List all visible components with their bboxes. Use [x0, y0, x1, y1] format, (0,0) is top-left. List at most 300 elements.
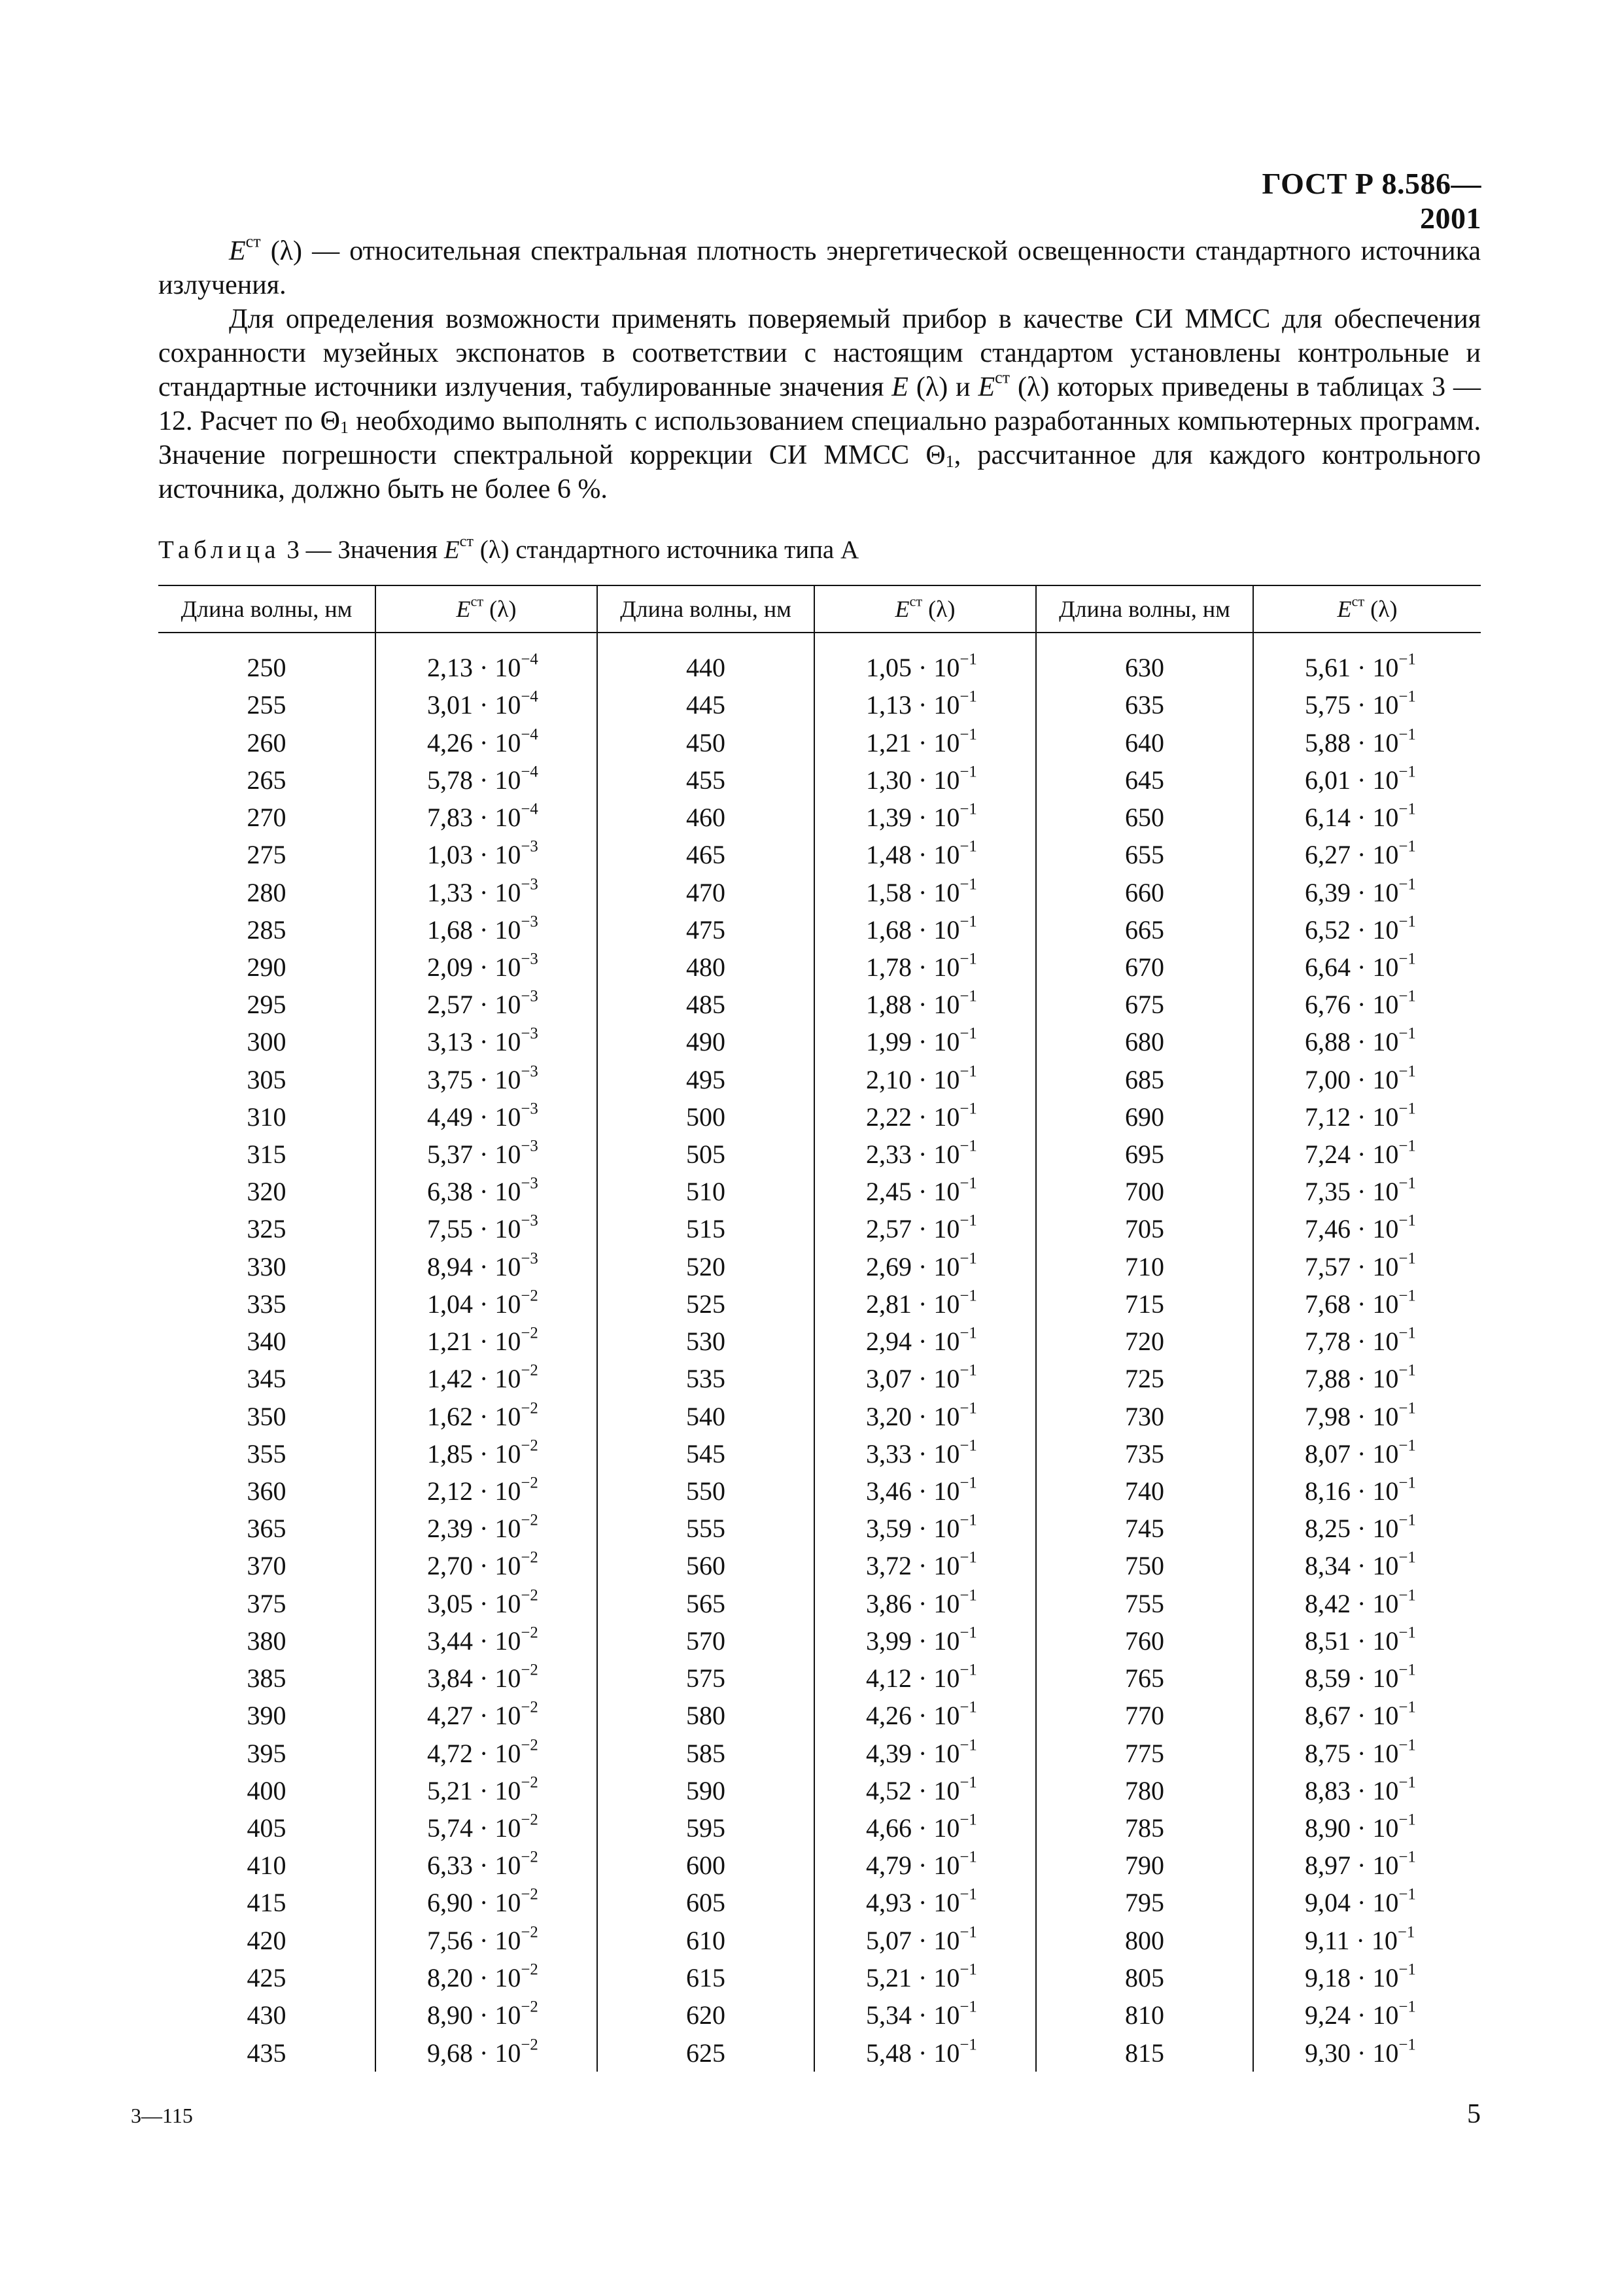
value-mantissa: 9,11 [1305, 1925, 1350, 1955]
main-paragraph [158, 302, 1481, 506]
value-cell [814, 1210, 1036, 1247]
power-exponent: −1 [1398, 1024, 1416, 1043]
power-base: 10 [1372, 952, 1399, 982]
wavelength-cell: 490 [597, 1023, 814, 1060]
table-row [158, 1547, 1481, 1584]
value-mantissa: 5,07 [866, 1925, 912, 1955]
power-base: 10 [933, 803, 960, 833]
multiply-dot: · [1349, 1925, 1372, 1955]
value-cell [814, 1959, 1036, 1996]
value-mantissa: 1,03 [427, 840, 473, 870]
table-row [158, 836, 1481, 873]
power-base: 10 [494, 1289, 521, 1319]
power-base: 10 [494, 1851, 521, 1881]
value-cell [1253, 1884, 1481, 1921]
value-cell [1253, 873, 1481, 911]
value-mantissa: 1,62 [427, 1401, 473, 1431]
est-superscript: ст [245, 232, 261, 251]
value-cell [375, 1323, 597, 1360]
power-exponent: −1 [959, 837, 977, 856]
power-base: 10 [933, 1588, 960, 1618]
power-exponent: −2 [521, 1624, 538, 1642]
value-cell [814, 1435, 1036, 1472]
power-exponent: −1 [959, 913, 977, 931]
power-exponent: −3 [521, 1137, 538, 1155]
multiply-dot: · [1351, 914, 1373, 945]
wavelength-cell: 250 [247, 653, 286, 683]
multiply-dot: · [912, 1851, 934, 1881]
wavelength-cell: 635 [1036, 686, 1253, 723]
power-base: 10 [933, 690, 960, 720]
value-cell [375, 1622, 597, 1660]
power-base: 10 [1372, 765, 1399, 795]
power-exponent: −2 [521, 1960, 538, 1979]
value-mantissa: 6,14 [1305, 803, 1351, 833]
power-exponent: −1 [959, 1100, 977, 1118]
multiply-dot: · [1351, 1701, 1373, 1731]
power-exponent: −2 [521, 1324, 538, 1342]
wavelength-cell: 280 [247, 877, 286, 907]
power-base: 10 [494, 877, 521, 907]
power-exponent: −2 [521, 2036, 538, 2053]
power-exponent: −1 [1398, 1811, 1416, 1829]
value-mantissa: 3,05 [427, 1588, 473, 1618]
value-cell [814, 836, 1036, 873]
multiply-dot: · [473, 1438, 495, 1469]
power-base: 10 [1372, 1851, 1399, 1881]
value-mantissa: 7,88 [1305, 1364, 1351, 1394]
value-cell [1253, 686, 1481, 723]
table-row [158, 1285, 1481, 1323]
value-mantissa: 7,83 [427, 803, 473, 833]
value-cell [375, 1996, 597, 2034]
wavelength-cell: 335 [247, 1289, 286, 1319]
value-mantissa: 1,13 [866, 690, 912, 720]
value-cell [1253, 2034, 1481, 2072]
value-mantissa: 4,93 [866, 1888, 912, 1918]
wavelength-cell: 700 [1036, 1173, 1253, 1210]
power-base: 10 [494, 1251, 521, 1281]
wavelength-cell: 620 [597, 1996, 814, 2034]
value-mantissa: 2,39 [427, 1514, 473, 1544]
value-cell [1253, 1660, 1481, 1697]
value-cell [814, 1360, 1036, 1397]
value-mantissa: 2,13 [427, 653, 473, 683]
power-base: 10 [1372, 1401, 1399, 1431]
value-mantissa: 1,30 [866, 765, 912, 795]
value-mantissa: 8,07 [1305, 1438, 1351, 1469]
power-exponent: −3 [521, 913, 538, 931]
power-base: 10 [494, 2000, 521, 2030]
wavelength-cell: 730 [1036, 1397, 1253, 1435]
power-exponent: −3 [521, 987, 538, 1005]
multiply-dot: · [473, 1027, 495, 1057]
wavelength-cell: 660 [1036, 873, 1253, 911]
wavelength-cell: 460 [597, 799, 814, 836]
power-base: 10 [1372, 914, 1399, 945]
value-cell [375, 1884, 597, 1921]
power-exponent: −1 [1398, 725, 1416, 744]
multiply-dot: · [1351, 1514, 1373, 1544]
power-base: 10 [494, 1064, 521, 1094]
power-base: 10 [933, 1701, 960, 1731]
wavelength-cell: 685 [1036, 1061, 1253, 1098]
wavelength-cell: 325 [247, 1214, 286, 1244]
value-mantissa: 5,74 [427, 1813, 473, 1843]
power-base: 10 [933, 1364, 960, 1394]
value-cell [814, 1660, 1036, 1697]
multiply-dot: · [473, 1364, 495, 1394]
multiply-dot: · [473, 653, 495, 683]
power-exponent: −2 [521, 1885, 538, 1904]
power-exponent: −3 [521, 950, 538, 968]
power-exponent: −2 [521, 1998, 538, 2016]
header-value [375, 585, 597, 633]
value-cell [814, 2034, 1036, 2072]
wavelength-cell: 755 [1036, 1585, 1253, 1622]
value-cell [375, 761, 597, 799]
header-value [814, 585, 1036, 633]
multiply-dot: · [473, 2000, 495, 2030]
multiply-dot: · [912, 1813, 934, 1843]
wavelength-cell: 720 [1036, 1323, 1253, 1360]
power-exponent: −1 [1398, 1137, 1416, 1155]
power-base: 10 [1372, 803, 1399, 833]
value-mantissa: 2,57 [866, 1214, 912, 1244]
value-cell [1253, 799, 1481, 836]
wavelength-cell: 590 [597, 1772, 814, 1809]
value-cell [375, 724, 597, 761]
wavelength-cell: 565 [597, 1585, 814, 1622]
table-spacer-row [158, 633, 1481, 649]
wavelength-cell: 455 [597, 761, 814, 799]
power-exponent: −1 [959, 1661, 977, 1679]
wavelength-cell: 480 [597, 948, 814, 986]
table-row [158, 1435, 1481, 1472]
power-base: 10 [494, 1027, 521, 1057]
wavelength-cell: 305 [247, 1064, 286, 1094]
theta-subscript-1: 1 [340, 418, 349, 438]
power-base: 10 [494, 1775, 521, 1805]
table-row [158, 1734, 1481, 1771]
value-cell [814, 873, 1036, 911]
value-mantissa: 7,12 [1305, 1102, 1351, 1132]
multiply-dot: · [1351, 1775, 1373, 1805]
value-cell [814, 1248, 1036, 1285]
table-row [158, 1210, 1481, 1247]
value-mantissa: 8,34 [1305, 1551, 1351, 1581]
power-base: 10 [1372, 653, 1399, 683]
power-base: 10 [1372, 1251, 1399, 1281]
wavelength-cell: 805 [1036, 1959, 1253, 1996]
power-exponent: −1 [959, 1848, 977, 1866]
power-exponent: −1 [959, 1024, 977, 1043]
value-mantissa: 6,64 [1305, 952, 1351, 982]
power-base: 10 [1372, 2038, 1399, 2068]
value-cell [1253, 1510, 1481, 1547]
value-cell [814, 1697, 1036, 1734]
value-cell [375, 1023, 597, 1060]
value-cell [814, 649, 1036, 686]
value-cell [814, 1136, 1036, 1173]
power-exponent: −1 [959, 1474, 977, 1492]
multiply-dot: · [1351, 1102, 1373, 1132]
value-mantissa: 5,21 [866, 1962, 912, 1992]
value-mantissa: 4,72 [427, 1738, 473, 1768]
wavelength-cell: 610 [597, 1922, 814, 1959]
wavelength-cell: 425 [247, 1962, 286, 1992]
value-mantissa: 7,98 [1305, 1401, 1351, 1431]
power-exponent: −3 [521, 837, 538, 856]
multiply-dot: · [912, 1139, 934, 1170]
power-base: 10 [933, 2038, 960, 2068]
power-base: 10 [1372, 1327, 1399, 1357]
theta-subscript-2: 1 [945, 452, 954, 472]
wavelength-cell: 605 [597, 1884, 814, 1921]
value-cell [814, 761, 1036, 799]
power-exponent: −1 [1398, 763, 1416, 781]
multiply-dot: · [1351, 990, 1373, 1020]
wavelength-cell: 260 [247, 727, 286, 757]
power-exponent: −2 [521, 1661, 538, 1679]
wavelength-cell: 530 [597, 1323, 814, 1360]
wavelength-cell: 750 [1036, 1547, 1253, 1584]
power-base: 10 [494, 727, 521, 757]
multiply-dot: · [1351, 1364, 1373, 1394]
value-cell [1253, 1734, 1481, 1771]
wavelength-cell: 320 [247, 1177, 286, 1207]
multiply-dot: · [1351, 1177, 1373, 1207]
multiply-dot: · [912, 1701, 934, 1731]
table-row [158, 948, 1481, 986]
wavelength-cell: 330 [247, 1251, 286, 1281]
multiply-dot: · [912, 1327, 934, 1357]
value-cell [814, 1472, 1036, 1510]
multiply-dot: · [1351, 1626, 1373, 1656]
table-row [158, 1136, 1481, 1173]
value-mantissa: 1,21 [866, 727, 912, 757]
multiply-dot: · [473, 1289, 495, 1319]
wavelength-cell: 810 [1036, 1996, 1253, 2034]
power-exponent: −1 [1398, 1586, 1416, 1605]
power-exponent: −1 [1398, 1174, 1416, 1192]
power-base: 10 [1372, 1438, 1399, 1469]
paragraph-part-5: , рассчитанное для каждого контрольного источника, должно быть не более 6 %. [158, 440, 1481, 504]
value-cell [375, 2034, 597, 2072]
value-mantissa: 8,67 [1305, 1701, 1351, 1731]
header-value [1253, 585, 1481, 633]
value-mantissa: 8,83 [1305, 1775, 1351, 1805]
power-base: 10 [933, 1626, 960, 1656]
power-exponent: −1 [959, 1324, 977, 1342]
value-cell [814, 724, 1036, 761]
wavelength-cell: 275 [247, 840, 286, 870]
value-cell [375, 1098, 597, 1136]
value-cell [814, 1323, 1036, 1360]
value-mantissa: 2,70 [427, 1551, 473, 1581]
multiply-dot: · [1351, 690, 1373, 720]
power-exponent: −1 [1398, 1773, 1416, 1792]
value-cell [1253, 1772, 1481, 1809]
multiply-dot: · [473, 1102, 495, 1132]
wavelength-cell: 675 [1036, 986, 1253, 1023]
value-cell [375, 1248, 597, 1285]
value-cell [375, 1772, 597, 1809]
value-cell [1253, 1248, 1481, 1285]
value-mantissa: 4,52 [866, 1775, 912, 1805]
wavelength-cell: 580 [597, 1697, 814, 1734]
wavelength-cell: 485 [597, 986, 814, 1023]
value-mantissa: 4,26 [427, 727, 473, 757]
power-exponent: −3 [521, 1024, 538, 1043]
power-base: 10 [933, 952, 960, 982]
power-base: 10 [494, 1738, 521, 1768]
multiply-dot: · [912, 765, 934, 795]
power-exponent: −1 [1398, 1960, 1416, 1979]
value-mantissa: 6,52 [1305, 914, 1351, 945]
multiply-dot: · [473, 1663, 495, 1694]
wavelength-cell: 815 [1036, 2034, 1253, 2072]
value-mantissa: 4,66 [866, 1813, 912, 1843]
power-base: 10 [1372, 1626, 1399, 1656]
power-exponent: −1 [1398, 1698, 1416, 1716]
multiply-dot: · [912, 1551, 934, 1581]
value-cell [375, 686, 597, 723]
spacer-cell [814, 633, 1036, 649]
power-base: 10 [494, 1401, 521, 1431]
value-mantissa: 1,99 [866, 1027, 912, 1057]
value-mantissa: 8,94 [427, 1251, 473, 1281]
value-cell [375, 1809, 597, 1847]
value-cell [375, 1547, 597, 1584]
header-wavelength: Длина волны, нм [597, 585, 814, 633]
value-cell [375, 649, 597, 686]
value-cell [375, 1210, 597, 1247]
power-exponent: −4 [521, 725, 538, 744]
table-row [158, 1472, 1481, 1510]
multiply-dot: · [473, 1251, 495, 1281]
power-base: 10 [933, 1139, 960, 1170]
value-mantissa: 7,00 [1305, 1064, 1351, 1094]
power-exponent: −2 [521, 1399, 538, 1417]
table-row [158, 1061, 1481, 1098]
value-mantissa: 7,57 [1305, 1251, 1351, 1281]
value-mantissa: 3,99 [866, 1626, 912, 1656]
wavelength-cell: 600 [597, 1847, 814, 1884]
wavelength-cell: 570 [597, 1622, 814, 1660]
power-exponent: −1 [959, 1698, 977, 1716]
multiply-dot: · [1351, 2000, 1373, 2030]
definition-text: (λ) — относительная спектральная плотность энергетической освещенности стандартного источника излучения. [158, 236, 1481, 300]
power-base: 10 [933, 1813, 960, 1843]
multiply-dot: · [473, 1925, 495, 1955]
multiply-dot: · [1351, 2038, 1373, 2068]
value-mantissa: 7,68 [1305, 1289, 1351, 1319]
value-mantissa: 9,68 [427, 2038, 473, 2068]
wavelength-cell: 595 [597, 1809, 814, 1847]
wavelength-cell: 795 [1036, 1884, 1253, 1921]
wavelength-cell: 415 [247, 1888, 286, 1918]
power-exponent: −2 [521, 1361, 538, 1380]
wavelength-cell: 255 [247, 690, 286, 720]
table-row [158, 1809, 1481, 1847]
value-cell [1253, 1435, 1481, 1472]
table-row [158, 799, 1481, 836]
power-exponent: −1 [959, 763, 977, 781]
wavelength-cell: 510 [597, 1173, 814, 1210]
value-cell [375, 1510, 597, 1547]
wavelength-cell: 790 [1036, 1847, 1253, 1884]
power-base: 10 [1372, 1775, 1399, 1805]
value-cell [375, 1847, 597, 1884]
wavelength-cell: 445 [597, 686, 814, 723]
table-row [158, 1585, 1481, 1622]
value-mantissa: 8,90 [1305, 1813, 1351, 1843]
power-base: 10 [933, 1775, 960, 1805]
multiply-dot: · [473, 877, 495, 907]
power-base: 10 [494, 653, 521, 683]
multiply-dot: · [1351, 727, 1373, 757]
paragraph-part-4: необходимо выполнять с использованием специально разработанных компьютерных программ. Значение погрешности спектральной коррекции СИ ММСС Θ [158, 406, 1481, 470]
value-cell [375, 1136, 597, 1173]
multiply-dot: · [912, 1438, 934, 1469]
multiply-dot: · [912, 1251, 934, 1281]
multiply-dot: · [1351, 1813, 1373, 1843]
multiply-dot: · [473, 690, 495, 720]
value-cell [1253, 1210, 1481, 1247]
wavelength-cell: 300 [247, 1027, 286, 1057]
power-base: 10 [1372, 1813, 1399, 1843]
multiply-dot: · [912, 803, 934, 833]
wavelength-cell: 630 [1036, 649, 1253, 686]
multiply-dot: · [1351, 653, 1373, 683]
power-base: 10 [494, 1364, 521, 1394]
value-mantissa: 6,90 [427, 1888, 473, 1918]
power-exponent: −1 [959, 1885, 977, 1904]
wavelength-cell: 710 [1036, 1248, 1253, 1285]
wavelength-cell: 545 [597, 1435, 814, 1472]
wavelength-cell: 655 [1036, 836, 1253, 873]
power-base: 10 [933, 1027, 960, 1057]
value-cell [375, 986, 597, 1023]
power-exponent: −1 [959, 1062, 977, 1081]
multiply-dot: · [473, 1813, 495, 1843]
power-exponent: −1 [1398, 1249, 1416, 1268]
power-exponent: −1 [1398, 1436, 1416, 1455]
power-base: 10 [1372, 1364, 1399, 1394]
power-exponent: −1 [959, 1511, 977, 1529]
value-mantissa: 3,44 [427, 1626, 473, 1656]
multiply-dot: · [473, 1962, 495, 1992]
power-exponent: −1 [1398, 800, 1416, 818]
power-exponent: −1 [1398, 1211, 1416, 1230]
power-base: 10 [494, 1626, 521, 1656]
value-mantissa: 1,68 [866, 914, 912, 945]
value-mantissa: 2,22 [866, 1102, 912, 1132]
power-base: 10 [1372, 1514, 1399, 1544]
wavelength-cell: 505 [597, 1136, 814, 1173]
wavelength-cell: 265 [247, 765, 286, 795]
value-cell [375, 948, 597, 986]
value-cell [1253, 1285, 1481, 1323]
multiply-dot: · [912, 690, 934, 720]
value-mantissa: 3,59 [866, 1514, 912, 1544]
power-base: 10 [494, 765, 521, 795]
value-mantissa: 8,25 [1305, 1514, 1351, 1544]
power-base: 10 [933, 877, 960, 907]
value-mantissa: 2,09 [427, 952, 473, 982]
power-base: 10 [933, 1514, 960, 1544]
